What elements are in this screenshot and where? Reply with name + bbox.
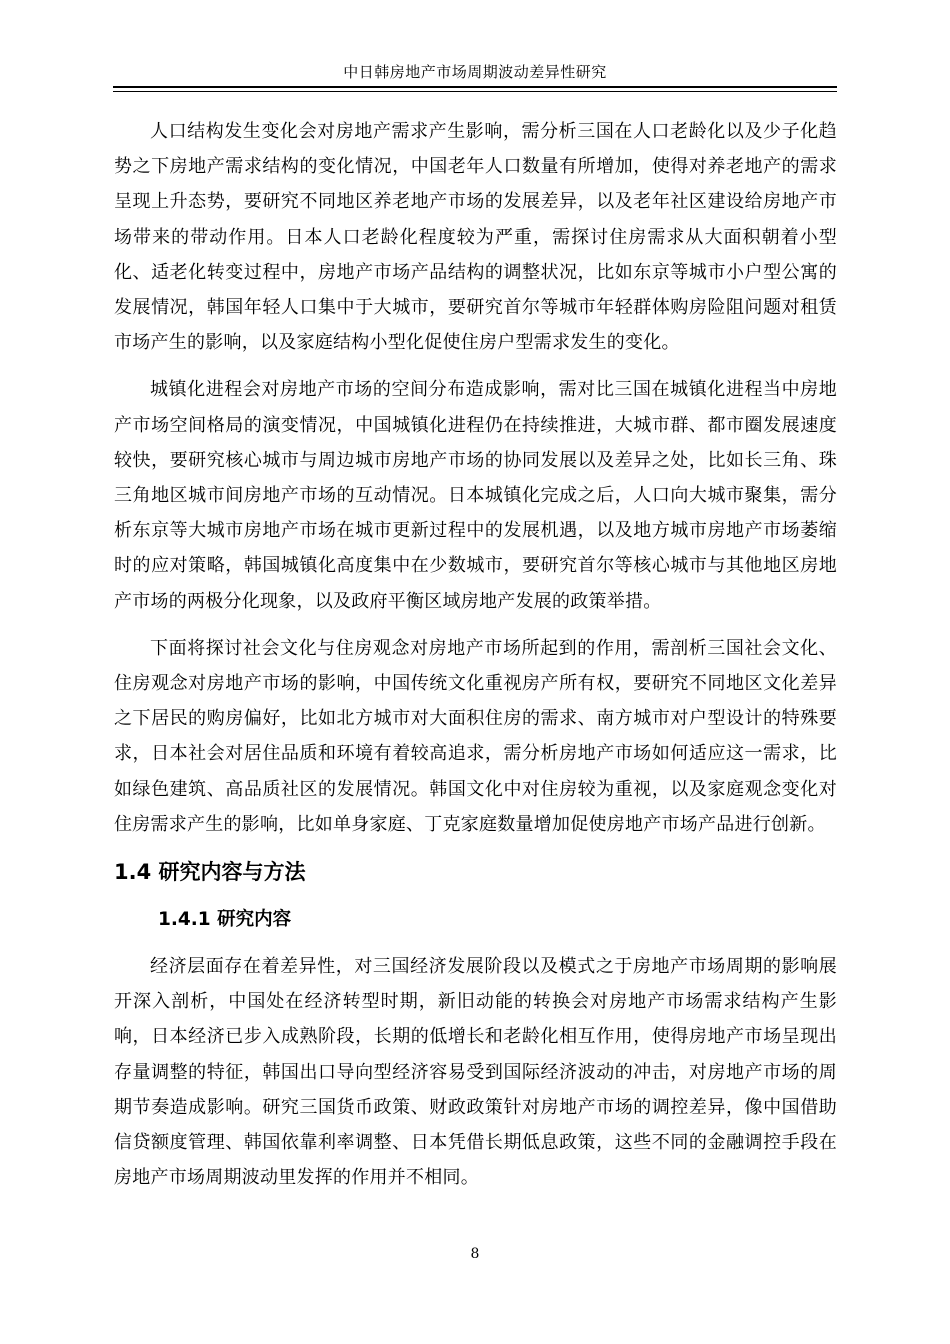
page-number: 8 [470,1246,480,1262]
running-header: 中日韩房地产市场周期波动差异性研究 [343,63,607,81]
paragraph-urbanization: 城镇化进程会对房地产市场的空间分布造成影响，需对比三国在城镇化进程当中房地产市场空间格局的演变情况，中国城镇化进程仍在持续推进，大城市群、都市圈发展速度较快，要研究核心城市与周边城市房地产市场的协同发展以及差异之处，比如长三角、珠三角地区城市间房地产市场的互动情况。日本城镇化完成之后，人口向大城市聚集，需分析东京等大城市房地产市场在城市更新过程中的发展机遇，以及地方城市房地产市场萎缩时的应对策略，韩国城镇化高度集中在少数城市，要研究首尔等核心城市与其他地区房地产市场的两极分化现象，以及政府平衡区域房地产发展的政策举措。 [114,379,837,612]
paragraph-social-culture: 下面将探讨社会文化与住房观念对房地产市场所起到的作用，需剖析三国社会文化、住房观念对房地产市场的影响，中国传统文化重视房产所有权，要研究不同地区文化差异之下居民的购房偏好，比如北方城市对大面积住房的需求、南方城市对户型设计的特殊要求，日本社会对居住品质和环境有着较高追求，需分析房地产市场如何适应这一需求，比如绿色建筑、高品质社区的发展情况。韩国文化中对住房较为重视，以及家庭观念变化对住房需求产生的影响，比如单身家庭、丁克家庭数量增加促使房地产市场产品进行创新。 [114,637,837,835]
section-heading: 1.4 研究内容与方法 [114,860,306,885]
subsection-heading: 1.4.1 研究内容 [158,909,292,931]
header-rule-thin [113,91,837,92]
paragraph-economic-level: 经济层面存在着差异性，对三国经济发展阶段以及模式之于房地产市场周期的影响展开深入剖析，中国处在经济转型时期，新旧动能的转换会对房地产市场需求结构产生影响，日本经济已步入成熟阶段，长期的低增长和老龄化相互作用，使得房地产市场呈现出存量调整的特征，韩国出口导向型经济容易受到国际经济波动的冲击，对房地产市场的周期节奏造成影响。研究三国货币政策、财政政策针对房地产市场的调控差异，像中国借助信贷额度管理、韩国依靠利率调整、日本凭借长期低息政策，这些不同的金融调控手段在房地产市场周期波动里发挥的作用并不相同。 [114,956,837,1189]
paragraph-population-structure: 人口结构发生变化会对房地产需求产生影响，需分析三国在人口老龄化以及少子化趋势之下房地产需求结构的变化情况，中国老年人口数量有所增加，使得对养老地产的需求呈现上升态势，要研究不同地区养老地产市场的发展差异，以及老年社区建设给房地产市场带来的带动作用。日本人口老龄化程度较为严重，需探讨住房需求从大面积朝着小型化、适老化转变过程中，房地产市场产品结构的调整状况，比如东京等城市小户型公寓的发展情况，韩国年轻人口集中于大城市，要研究首尔等城市年轻群体购房险阻问题对租赁市场产生的影响，以及家庭结构小型化促使住房户型需求发生的变化。 [114,121,837,354]
page-content [114,114,837,1195]
header-rule-thick [113,86,837,88]
